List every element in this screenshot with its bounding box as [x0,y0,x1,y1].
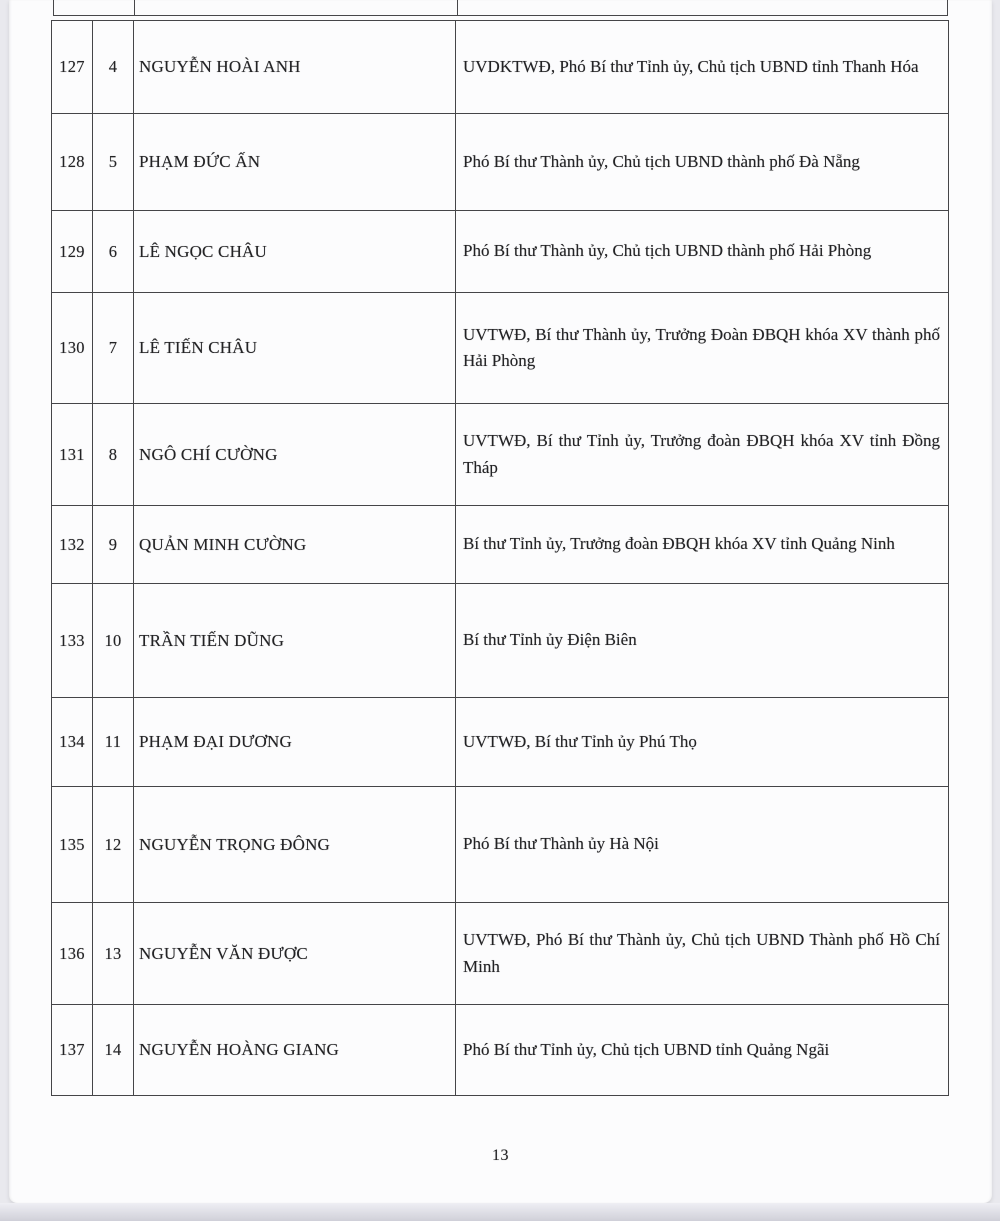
row-number-cell: 131 [52,404,93,506]
position-cell: Bí thư Tỉnh ủy Điện Biên [456,584,949,698]
name-cell: LÊ TIẾN CHÂU [134,293,456,404]
table-row [52,903,949,1005]
name-cell: LÊ NGỌC CHÂU [134,211,456,293]
name-cell: NGUYỄN HOÀNG GIANG [134,1005,456,1096]
name-cell: PHẠM ĐẠI DƯƠNG [134,698,456,787]
row-number-cell: 136 [52,903,93,1005]
partial-cell-number [53,0,134,15]
row-number-cell: 127 [52,21,93,114]
name-cell: NGUYỄN TRỌNG ĐÔNG [134,787,456,903]
row-index-cell: 9 [93,506,134,584]
table-row [52,787,949,903]
name-cell: NGÔ CHÍ CƯỜNG [134,404,456,506]
table-row [52,293,949,404]
table-row [52,584,949,698]
row-index-cell: 13 [93,903,134,1005]
position-cell: UVTWĐ, Phó Bí thư Thành ủy, Chủ tịch UBND Thành phố Hồ Chí Minh [456,903,949,1005]
row-number-cell: 130 [52,293,93,404]
row-index-cell: 12 [93,787,134,903]
row-number-cell: 137 [52,1005,93,1096]
row-number-cell: 135 [52,787,93,903]
position-cell: Phó Bí thư Tỉnh ủy, Chủ tịch UBND tỉnh Quảng Ngãi [456,1005,949,1096]
position-cell: Phó Bí thư Thành ủy Hà Nội [456,787,949,903]
position-cell: UVTWĐ, Bí thư Thành ủy, Trưởng Đoàn ĐBQH khóa XV thành phố Hải Phòng [456,293,949,404]
row-number-cell: 128 [52,114,93,211]
page-number: 13 [492,1147,509,1164]
name-cell: NGUYỄN VĂN ĐƯỢC [134,903,456,1005]
row-index-cell: 7 [93,293,134,404]
position-cell: UVDKTWĐ, Phó Bí thư Tỉnh ủy, Chủ tịch UBND tỉnh Thanh Hóa [456,21,949,114]
officials-table [51,20,949,1096]
name-cell: QUẢN MINH CƯỜNG [134,506,456,584]
row-index-cell: 6 [93,211,134,293]
position-cell: Phó Bí thư Thành ủy, Chủ tịch UBND thành phố Đà Nẵng [456,114,949,211]
name-cell: NGUYỄN HOÀI ANH [134,21,456,114]
table-row [52,698,949,787]
name-cell: PHẠM ĐỨC ẤN [134,114,456,211]
row-index-cell: 10 [93,584,134,698]
row-number-cell: 133 [52,584,93,698]
row-index-cell: 5 [93,114,134,211]
position-cell: Phó Bí thư Thành ủy, Chủ tịch UBND thành phố Hải Phòng [456,211,949,293]
row-index-cell: 4 [93,21,134,114]
row-index-cell: 11 [93,698,134,787]
table-row [52,404,949,506]
table-row [52,114,949,211]
position-cell: Bí thư Tỉnh ủy, Trưởng đoàn ĐBQH khóa XV tỉnh Quảng Ninh [456,506,949,584]
table-row [52,506,949,584]
partial-cell-position [457,0,948,15]
row-number-cell: 129 [52,211,93,293]
screen-bottom-bar [0,1203,1000,1221]
position-cell: UVTWĐ, Bí thư Tỉnh ủy Phú Thọ [456,698,949,787]
document-page [9,0,992,1203]
row-index-cell: 8 [93,404,134,506]
table-row [52,21,949,114]
table-row [52,1005,949,1096]
name-cell: TRẦN TIẾN DŨNG [134,584,456,698]
partial-cell-name [134,0,457,15]
row-number-cell: 134 [52,698,93,787]
row-number-cell: 132 [52,506,93,584]
position-cell: UVTWĐ, Bí thư Tỉnh ủy, Trưởng đoàn ĐBQH khóa XV tỉnh Đồng Tháp [456,404,949,506]
partial-row-top [53,0,948,16]
table-row [52,211,949,293]
row-index-cell: 14 [93,1005,134,1096]
